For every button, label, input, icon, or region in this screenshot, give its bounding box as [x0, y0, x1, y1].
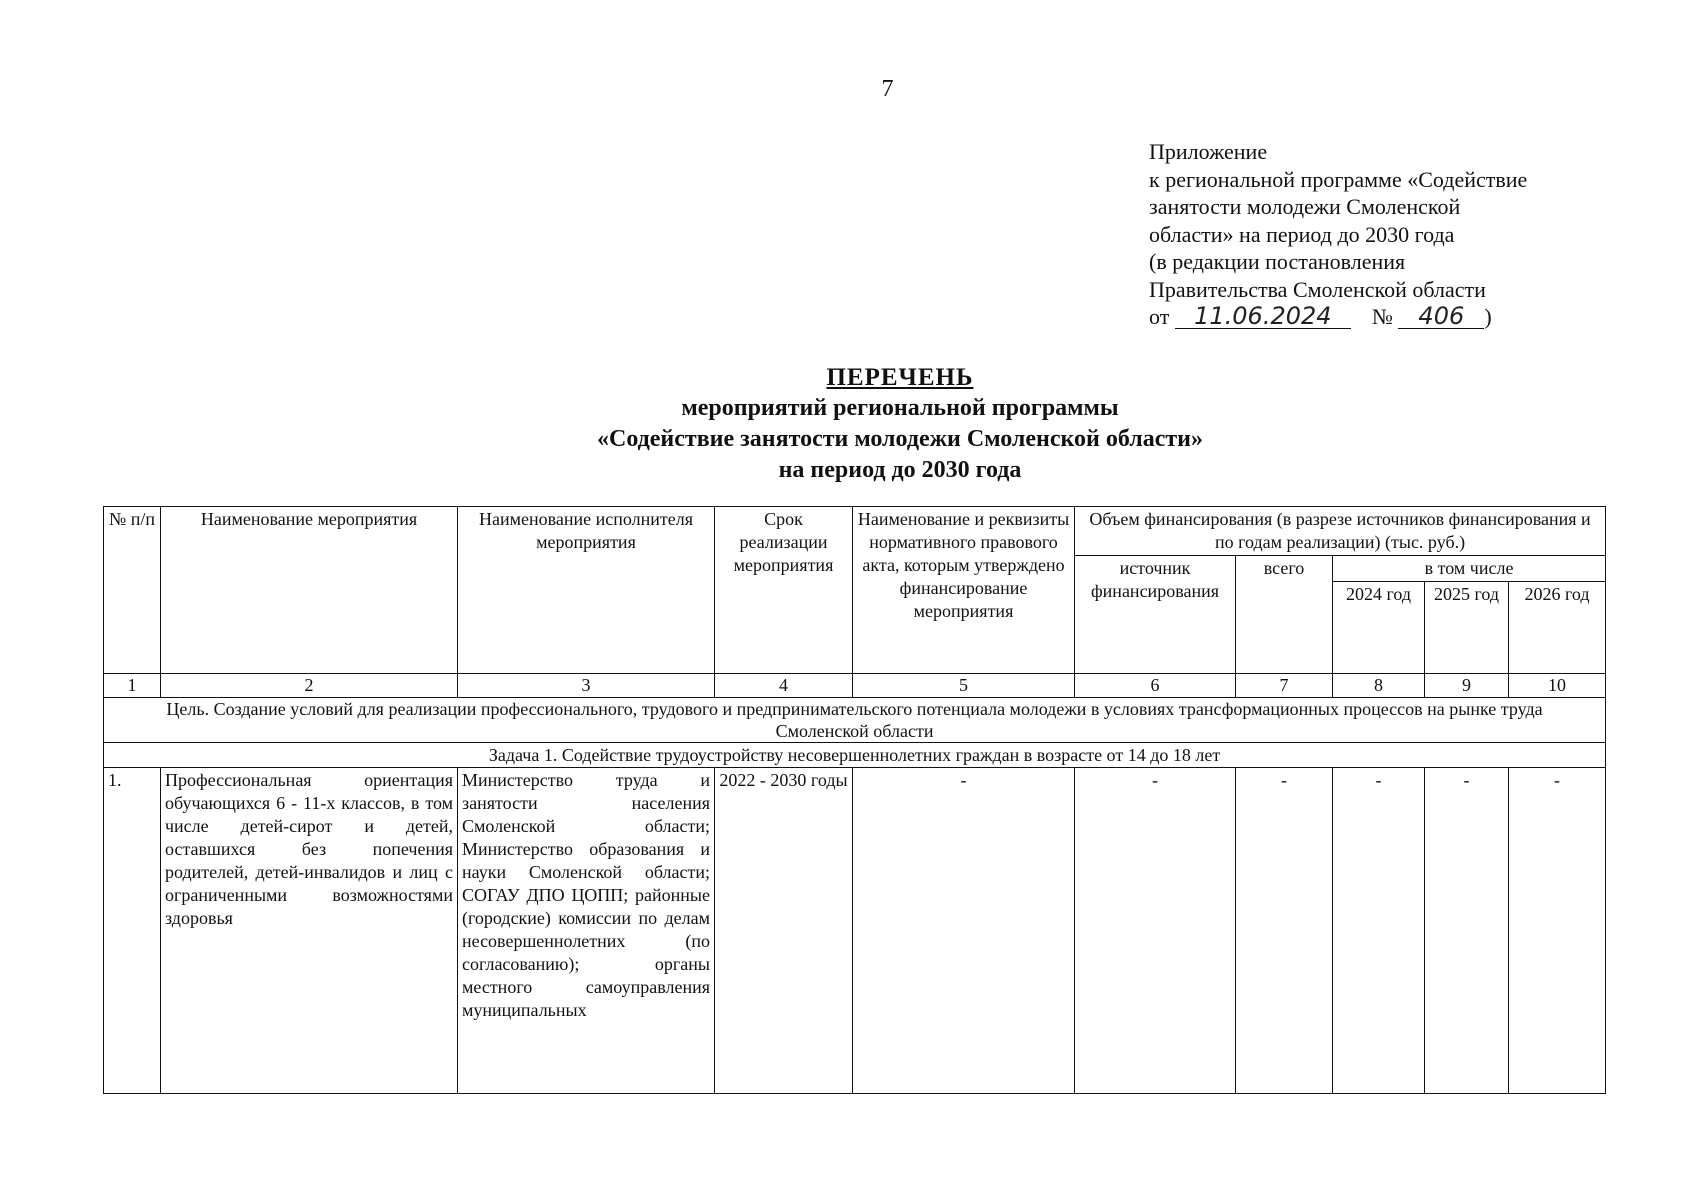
task-row [104, 743, 1606, 768]
header-year-2024: 2024 год [1333, 582, 1425, 674]
measure-act: - [853, 768, 1075, 1094]
appendix-date-line [1149, 303, 1609, 331]
header-row [104, 507, 1606, 556]
appendix-line: к региональной программе «Содействие [1149, 166, 1528, 192]
column-number: 8 [1333, 674, 1425, 698]
column-number: 9 [1425, 674, 1509, 698]
table-row [104, 768, 1606, 1094]
column-number: 4 [715, 674, 853, 698]
funding-2024: - [1333, 768, 1425, 1094]
title-line: мероприятий региональной программы [681, 395, 1119, 421]
measure-term: 2022 - 2030 годы [715, 768, 853, 1094]
header-year-2026: 2026 год [1509, 582, 1606, 674]
column-number: 7 [1236, 674, 1333, 698]
appendix-line: занятости молодежи Смоленской [1149, 194, 1461, 219]
measures-table [103, 506, 1606, 1094]
funding-source: - [1075, 768, 1236, 1094]
header-act: Наименование и реквизиты нормативного правового акта, которым утверждено финансирование мероприятия [853, 507, 1075, 674]
handwritten-date: 11.06.2024 [1175, 304, 1351, 329]
title-main: ПЕРЕЧЕНЬ [826, 364, 974, 391]
header-source: источник финансирования [1075, 556, 1236, 674]
header-including: в том числе [1333, 556, 1606, 582]
page-number: 7 [881, 76, 894, 102]
column-number: 1 [104, 674, 161, 698]
document-title [400, 362, 1400, 486]
appendix-line: Приложение [1149, 139, 1268, 164]
header-term: Срок реализации мероприятия [715, 507, 853, 674]
measure-executor: Министерство труда и занятости населения Смоленской области; Министерство образования и науки Смоленской области; СОГАУ ДПО ЦОПП; районные (городские) комиссии по делам несовершеннолетних (по согласованию); органы местного самоуправления муниципальных [458, 768, 715, 1094]
header-num: № п/п [104, 507, 161, 674]
header-year-2025: 2025 год [1425, 582, 1509, 674]
date-prefix: от [1149, 304, 1170, 329]
goal-row [104, 698, 1606, 743]
column-number: 10 [1509, 674, 1606, 698]
handwritten-number: 406 [1398, 304, 1484, 329]
header-total: всего [1236, 556, 1333, 674]
column-number-row [104, 674, 1606, 698]
appendix-line: (в редакции постановления [1149, 249, 1406, 274]
appendix-block [1149, 138, 1609, 331]
goal-text: Цель. Создание условий для реализации профессионального, трудового и предпринимательского потенциала молодежи в условиях трансформационных процессов на рынке труда Смоленской области [104, 698, 1606, 743]
column-number: 5 [853, 674, 1075, 698]
task-text: Задача 1. Содействие трудоустройству несовершеннолетних граждан в возрасте от 14 до 18 лет [104, 743, 1606, 768]
funding-2026: - [1509, 768, 1606, 1094]
header-executor: Наименование исполнителя мероприятия [458, 507, 715, 674]
column-number: 6 [1075, 674, 1236, 698]
title-line: на период до 2030 года [778, 457, 1022, 483]
funding-2025: - [1425, 768, 1509, 1094]
header-name: Наименование мероприятия [161, 507, 458, 674]
funding-total: - [1236, 768, 1333, 1094]
number-sign: № [1371, 304, 1393, 329]
column-number: 2 [161, 674, 458, 698]
header-funding: Объем финансирования (в разрезе источников финансирования и по годам реализации) (тыс. руб.) [1075, 507, 1606, 556]
appendix-line: области» на период до 2030 года [1149, 221, 1455, 247]
row-number: 1. [104, 768, 161, 1094]
title-line: «Содействие занятости молодежи Смоленской области» [597, 426, 1203, 452]
closing-paren: ) [1484, 304, 1492, 329]
appendix-line: Правительства Смоленской области [1149, 276, 1486, 302]
measure-name: Профессиональная ориентация обучающихся 6 - 11-х классов, в том числе детей-сирот и детей, оставшихся без попечения родителей, детей-инвалидов и лиц с ограниченными возможностями здоровья [161, 768, 458, 1094]
column-number: 3 [458, 674, 715, 698]
